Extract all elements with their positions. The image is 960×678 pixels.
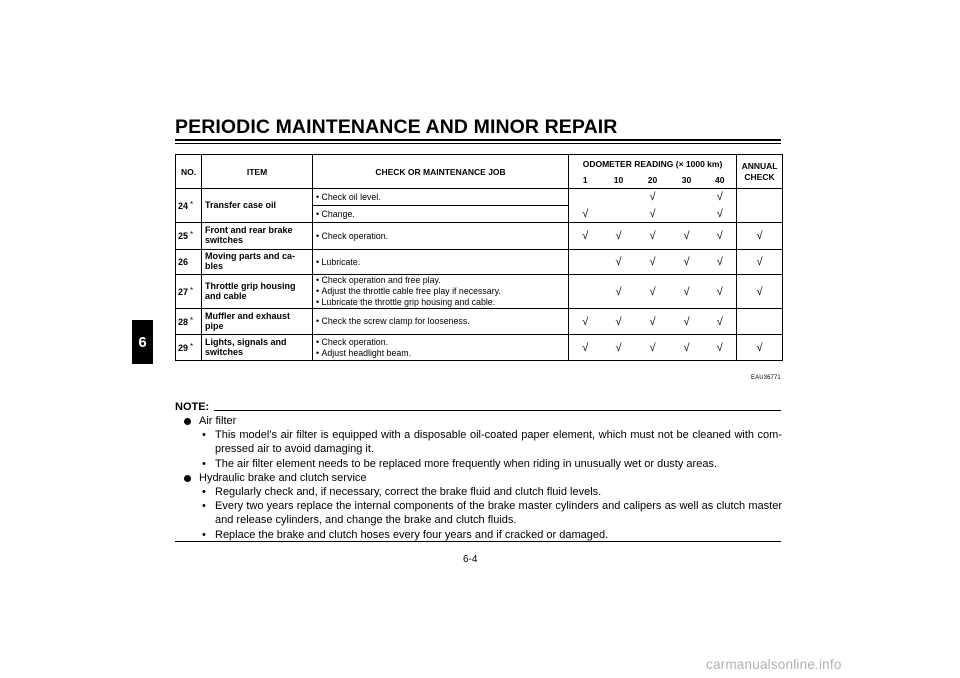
check-mark-annual: √ [737, 250, 783, 275]
check-mark-10: √ [602, 250, 636, 275]
maintenance-job [313, 335, 569, 361]
check-mark-10 [602, 206, 636, 223]
document-code: EAU36771 [751, 375, 781, 381]
row-number [176, 275, 202, 309]
check-mark-1: √ [569, 223, 602, 250]
check-mark-40: √ [704, 189, 737, 206]
note-label: NOTE: [175, 401, 210, 413]
check-mark-20: √ [636, 309, 670, 335]
watermark: carmanualsonline.info [706, 657, 842, 672]
note-section-title [175, 414, 782, 428]
note-item: • Replace the brake and clutch hoses every four years and if cracked or damaged. [175, 528, 782, 542]
note-item: • This model’s air filter is equipped with a disposable oil-coated paper element, which must not be cleaned with com-pressed air to avoid damaging it. [175, 428, 782, 456]
header-km-20: 20 [636, 173, 670, 189]
check-mark-annual [737, 206, 783, 223]
job-line: • Check oil level. [316, 192, 565, 203]
job-line: • Check operation. [316, 231, 565, 242]
job-line: • Check the screw clamp for looseness. [316, 316, 565, 327]
header-km-10: 10 [602, 173, 636, 189]
check-mark-20: √ [636, 189, 670, 206]
dealer-service-mark: * [190, 199, 194, 209]
check-mark-10: √ [602, 309, 636, 335]
check-mark-annual: √ [737, 335, 783, 361]
maintenance-job [313, 275, 569, 309]
check-mark-annual: √ [737, 275, 783, 309]
job-line: • Check operation and free play. [316, 275, 565, 286]
item-name: Lights, signals and switches [202, 335, 313, 361]
check-mark-30: √ [670, 335, 704, 361]
table-row [176, 335, 783, 361]
header-km-1: 1 [569, 173, 602, 189]
page-number: 6-4 [463, 554, 478, 565]
check-mark-30: √ [670, 309, 704, 335]
row-number [176, 223, 202, 250]
header-job: CHECK OR MAINTENANCE JOB [313, 155, 569, 189]
check-mark-30: √ [670, 275, 704, 309]
check-mark-1 [569, 275, 602, 309]
job-line: • Lubricate. [316, 257, 565, 268]
check-mark-10: √ [602, 335, 636, 361]
item-name: Moving parts and ca-bles [202, 250, 313, 275]
bottom-rule [175, 541, 781, 542]
check-mark-20: √ [636, 206, 670, 223]
bullet-icon [184, 475, 191, 482]
header-item: ITEM [202, 155, 313, 189]
maintenance-table [175, 154, 783, 361]
job-line: • Lubricate the throttle grip housing and cable. [316, 297, 565, 308]
note-item: • Every two years replace the internal components of the brake master cylinders and calipers as well as clutch master and release cylinders, and change the brake and clutch fluids. [175, 499, 782, 527]
check-mark-40: √ [704, 250, 737, 275]
header-km-30: 30 [670, 173, 704, 189]
check-mark-20: √ [636, 250, 670, 275]
row-number-text: 26 [178, 257, 189, 267]
job-line: • Adjust the throttle cable free play if necessary. [316, 286, 565, 297]
row-number-text: 25 [178, 231, 189, 241]
check-mark-30 [670, 189, 704, 206]
header-km-40: 40 [704, 173, 737, 189]
check-mark-10: √ [602, 275, 636, 309]
table-row [176, 223, 783, 250]
check-mark-1: √ [569, 309, 602, 335]
row-number [176, 335, 202, 361]
job-line: • Check operation. [316, 337, 565, 348]
note-item: • Regularly check and, if necessary, correct the brake fluid and clutch fluid levels. [175, 485, 782, 499]
check-mark-40: √ [704, 335, 737, 361]
maintenance-job [313, 223, 569, 250]
chapter-tab[interactable]: 6 [132, 320, 153, 364]
table-row [176, 309, 783, 335]
check-mark-1 [569, 250, 602, 275]
job-line: • Adjust headlight beam. [316, 348, 565, 359]
maintenance-job [313, 309, 569, 335]
item-name: Muffler and exhaust pipe [202, 309, 313, 335]
dealer-service-mark: * [190, 315, 194, 325]
note-body [175, 414, 782, 542]
row-number-text: 28 [178, 316, 189, 327]
header-annual: ANNUAL CHECK [737, 155, 783, 189]
bullet-icon [184, 418, 191, 425]
row-number-text: 29 [178, 342, 189, 353]
job-line: • Change. [316, 209, 565, 220]
check-mark-40: √ [704, 206, 737, 223]
maintenance-job [313, 250, 569, 275]
note-section-title-text: Hydraulic brake and clutch service [199, 471, 367, 484]
note-section-title-text: Air filter [199, 415, 237, 427]
header-no: NO. [176, 155, 202, 189]
check-mark-1: √ [569, 335, 602, 361]
check-mark-40: √ [704, 309, 737, 335]
item-name: Transfer case oil [202, 189, 313, 223]
dealer-service-mark: * [190, 230, 194, 239]
check-mark-40: √ [704, 275, 737, 309]
check-mark-annual [737, 189, 783, 206]
row-number [176, 309, 202, 335]
check-mark-40: √ [704, 223, 737, 250]
row-number-text: 27 [178, 286, 189, 297]
check-mark-1 [569, 189, 602, 206]
page-title: PERIODIC MAINTENANCE AND MINOR REPAIR [175, 116, 618, 138]
check-mark-10 [602, 189, 636, 206]
table-row [176, 250, 783, 275]
header-odometer: ODOMETER READING (× 1000 km) [569, 155, 737, 173]
note-item: • The air filter element needs to be replaced more frequently when riding in unusually wet or dusty areas. [175, 457, 782, 471]
dealer-service-mark: * [190, 341, 194, 351]
check-mark-20: √ [636, 335, 670, 361]
note-section-title [175, 471, 782, 485]
table-row [176, 189, 783, 206]
check-mark-30: √ [670, 250, 704, 275]
check-mark-30 [670, 206, 704, 223]
maintenance-job [313, 206, 569, 223]
check-mark-annual [737, 309, 783, 335]
table-row [176, 275, 783, 309]
item-name: Front and rear brake switches [202, 223, 313, 250]
check-mark-30: √ [670, 223, 704, 250]
row-number [176, 250, 202, 275]
check-mark-annual: √ [737, 223, 783, 250]
check-mark-10: √ [602, 223, 636, 250]
title-rule [175, 139, 781, 141]
check-mark-20: √ [636, 275, 670, 309]
check-mark-1: √ [569, 206, 602, 223]
note-rule [214, 410, 781, 411]
row-number-text: 24 [178, 200, 189, 211]
dealer-service-mark: * [190, 285, 194, 295]
maintenance-job [313, 189, 569, 206]
item-name: Throttle grip housing and cable [202, 275, 313, 309]
title-rule-thin [175, 143, 781, 144]
row-number [176, 189, 202, 223]
check-mark-20: √ [636, 223, 670, 250]
